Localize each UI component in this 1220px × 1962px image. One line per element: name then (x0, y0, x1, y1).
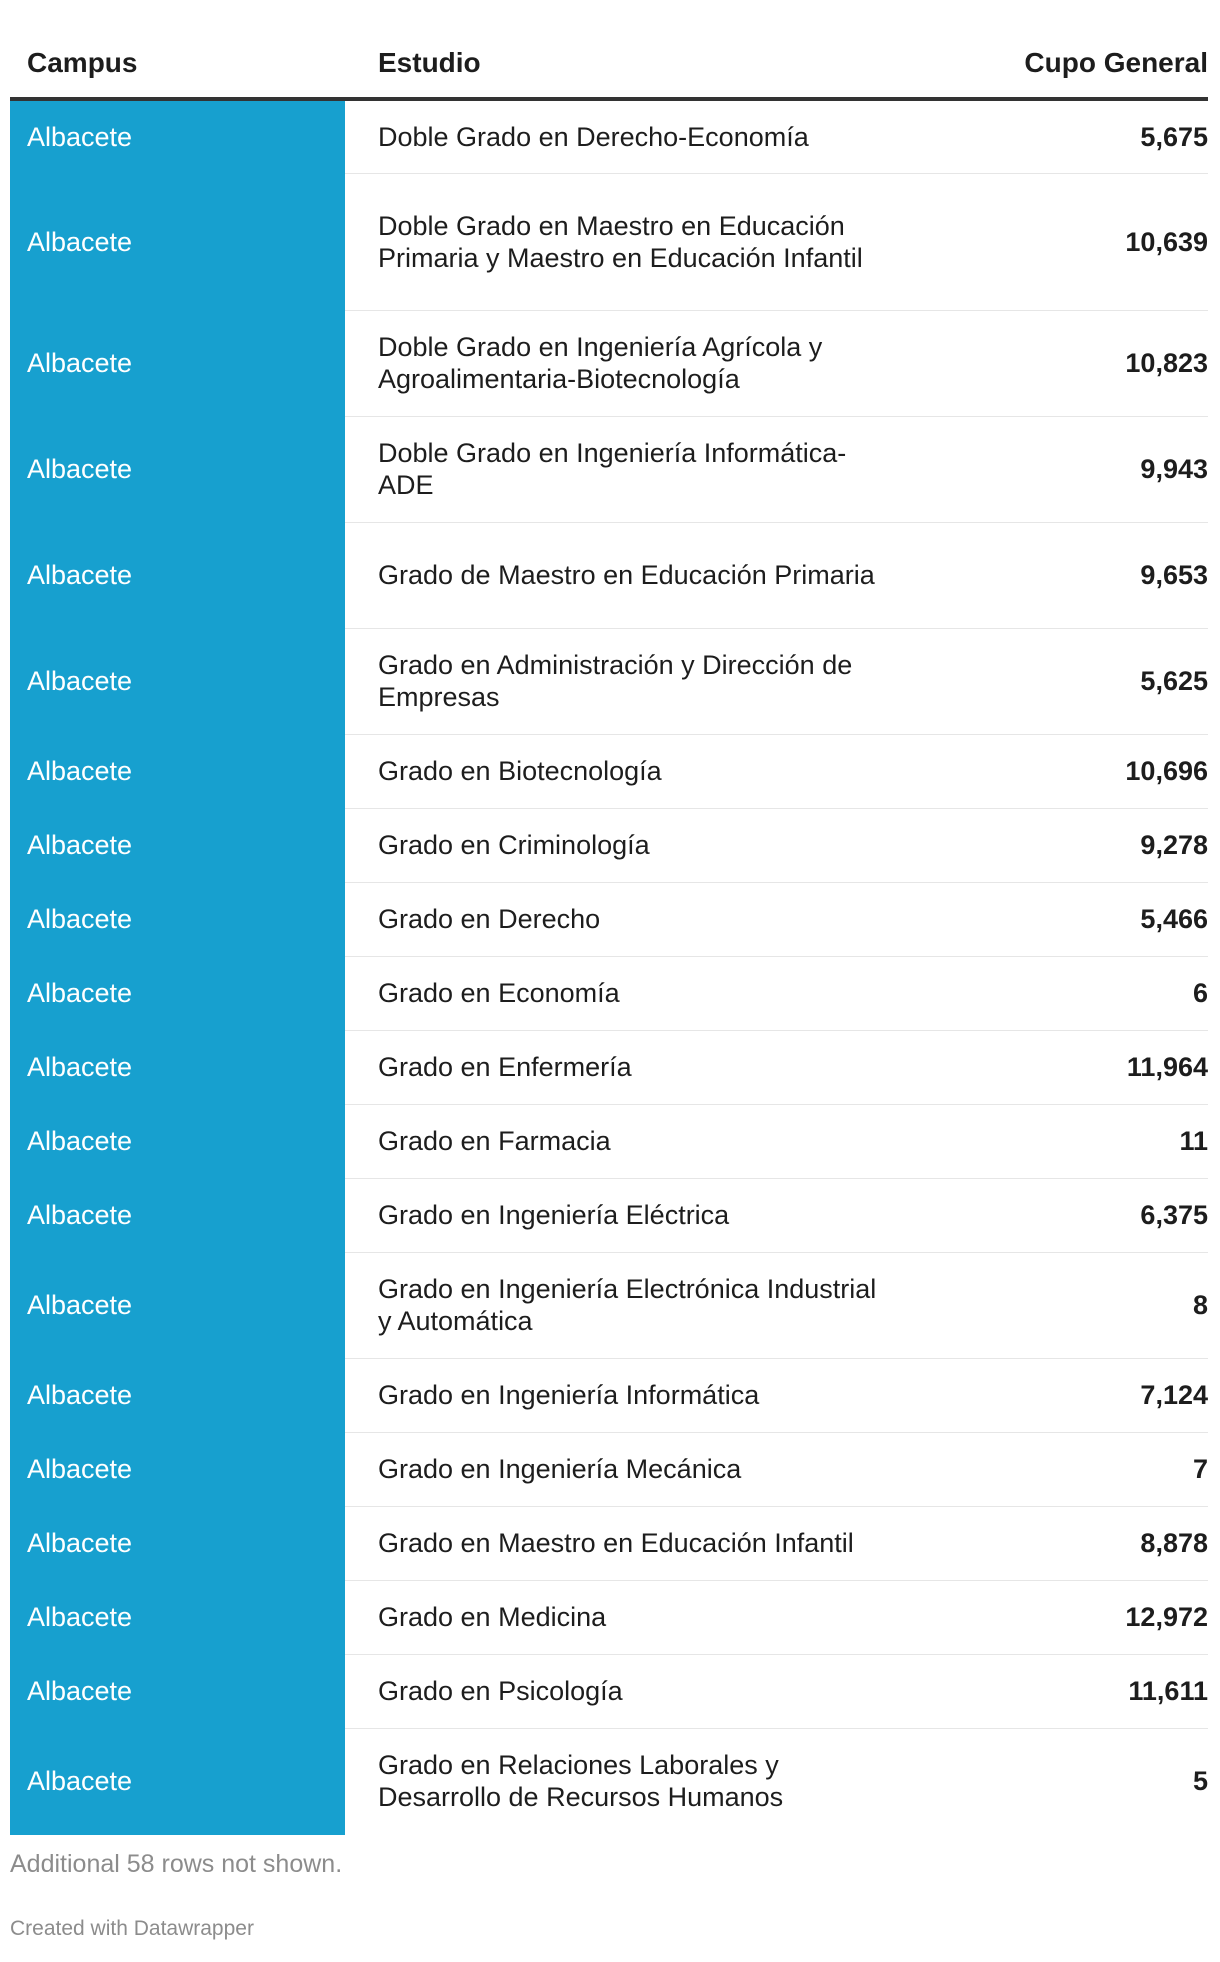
table-row (10, 1178, 1208, 1252)
cell-estudio: Doble Grado en Ingeniería Informática-ADE (345, 416, 888, 522)
cell-estudio: Grado en Farmacia (345, 1104, 888, 1178)
cell-campus: Albacete (10, 173, 345, 310)
cell-campus: Albacete (10, 99, 345, 173)
cell-cupo-general: 11,611 (888, 1654, 1208, 1728)
cell-cupo-general: 9,943 (888, 416, 1208, 522)
cell-estudio: Grado en Derecho (345, 882, 888, 956)
table-notes: Additional 58 rows not shown. (10, 1850, 343, 1878)
cell-campus: Albacete (10, 416, 345, 522)
cell-estudio: Grado en Relaciones Laborales y Desarrollo de Recursos Humanos (378, 1750, 784, 1813)
cell-cupo-general: 7,124 (888, 1358, 1208, 1432)
cell-campus: Albacete (10, 1104, 345, 1178)
cell-cupo-general: 5,466 (888, 882, 1208, 956)
cell-campus: Albacete (10, 882, 345, 956)
column-header-campus[interactable]: Campus (10, 0, 345, 99)
cell-estudio: Grado en Ingeniería Eléctrica (345, 1178, 888, 1252)
cell-campus: Albacete (10, 734, 345, 808)
table-row (10, 522, 1208, 628)
cell-estudio: Doble Grado en Maestro en Educación Primaria y Maestro en Educación Infantil (345, 173, 888, 310)
cell-estudio: Grado en Medicina (345, 1580, 888, 1654)
cell-cupo-general: 9,278 (888, 808, 1208, 882)
cell-campus: Albacete (10, 808, 345, 882)
table-row (10, 734, 1208, 808)
cell-estudio: Grado en Economía (345, 956, 888, 1030)
table-row (10, 1104, 1208, 1178)
table-row (10, 628, 1208, 734)
cell-campus: Albacete (10, 1358, 345, 1432)
cell-estudio: Grado en Maestro en Educación Infantil (345, 1506, 888, 1580)
cell-cupo-general: 7 (888, 1432, 1208, 1506)
cell-cupo-general: 10,696 (888, 734, 1208, 808)
cell-cupo-general: 6 (888, 956, 1208, 1030)
cell-campus: Albacete (10, 1178, 345, 1252)
cell-estudio: Grado en Ingeniería Informática (345, 1358, 888, 1432)
cell-estudio: Grado en Criminología (345, 808, 888, 882)
table-row (10, 1358, 1208, 1432)
cell-estudio: Grado en Ingeniería Electrónica Industrial y Automática (345, 1252, 888, 1358)
cell-estudio: Doble Grado en Ingeniería Agrícola y Agroalimentaria-Biotecnología (345, 310, 888, 416)
table-row (10, 882, 1208, 956)
table-row (10, 1432, 1208, 1506)
table-body (10, 99, 1208, 1834)
cell-campus: Albacete (10, 956, 345, 1030)
cell-campus: Albacete (10, 310, 345, 416)
cell-estudio: Grado de Maestro en Educación Primaria (345, 522, 888, 628)
table-row (10, 99, 1208, 173)
cell-estudio: Grado en Psicología (345, 1654, 888, 1728)
cell-cupo-general: 11 (888, 1104, 1208, 1178)
table-row (10, 173, 1208, 310)
cell-estudio: Grado en Enfermería (345, 1030, 888, 1104)
table-row (10, 1030, 1208, 1104)
cell-cupo-general: 10,823 (888, 310, 1208, 416)
table-container (10, 0, 1208, 1835)
cell-campus: Albacete (10, 1580, 345, 1654)
cell-cupo-general: 11,964 (888, 1030, 1208, 1104)
table-row (10, 310, 1208, 416)
cell-cupo-general: 5,625 (888, 628, 1208, 734)
cell-campus: Albacete (10, 1506, 345, 1580)
column-header-cupo-general[interactable]: Cupo General (888, 0, 1208, 99)
table-row (10, 1580, 1208, 1654)
column-header-estudio[interactable]: Estudio (345, 0, 888, 99)
cell-estudio: Grado en Biotecnología (345, 734, 888, 808)
table-row (10, 1654, 1208, 1728)
cell-campus: Albacete (10, 1252, 345, 1358)
table-row (10, 1728, 1208, 1834)
cell-estudio: Grado en Ingeniería Mecánica (345, 1432, 888, 1506)
table-row (10, 1252, 1208, 1358)
header-row (10, 0, 1208, 99)
table-row (10, 956, 1208, 1030)
cell-campus: Albacete (10, 628, 345, 734)
cell-cupo-general: 6,375 (888, 1178, 1208, 1252)
data-table (10, 0, 1208, 1835)
cell-cupo-general: 8 (888, 1252, 1208, 1358)
cell-cupo-general: 10,639 (888, 173, 1208, 310)
cell-campus: Albacete (10, 1030, 345, 1104)
table-row (10, 416, 1208, 522)
table-row (10, 808, 1208, 882)
cell-estudio: Doble Grado en Derecho-Economía (345, 99, 888, 173)
cell-campus: Albacete (10, 1432, 345, 1506)
table-row (10, 1506, 1208, 1580)
cell-campus: Albacete (10, 1728, 345, 1834)
cell-cupo-general: 8,878 (888, 1506, 1208, 1580)
cell-cupo-general: 5 (1192, 1766, 1208, 1797)
cell-cupo-general: 5,675 (888, 99, 1208, 173)
cell-estudio: Grado en Administración y Dirección de Empresas (345, 628, 888, 734)
cell-cupo-general: 9,653 (888, 522, 1208, 628)
cell-cupo-general: 12,972 (888, 1580, 1208, 1654)
cell-campus: Albacete (10, 1654, 345, 1728)
cell-campus: Albacete (10, 522, 345, 628)
credit-line: Created with Datawrapper (10, 1917, 254, 1940)
